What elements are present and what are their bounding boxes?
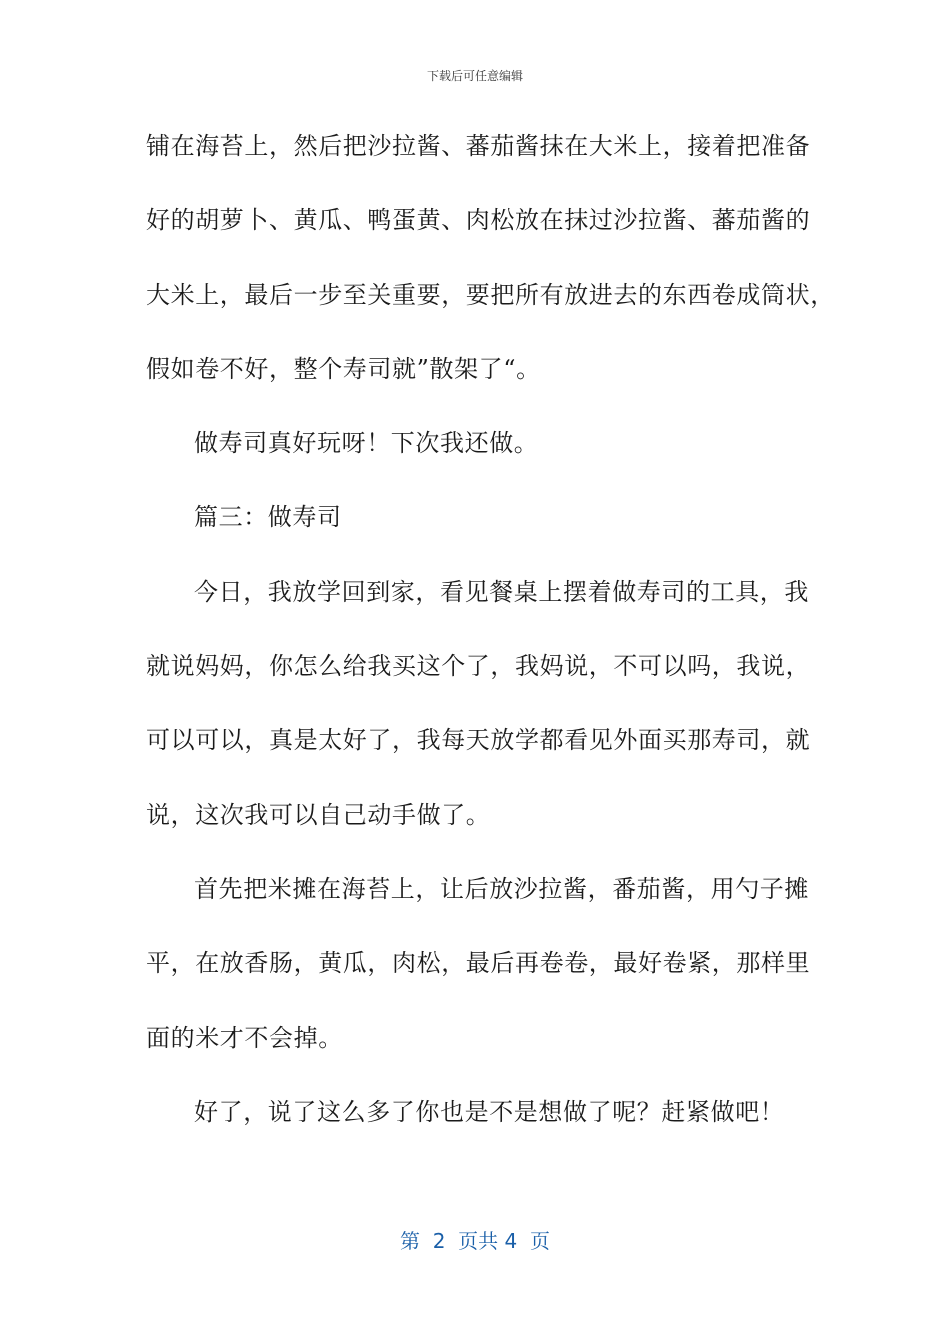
paragraph-line: 大米上，最后一步至关重要，要把所有放进去的东西卷成筒状， (146, 280, 835, 309)
paragraph-line: 做寿司真好玩呀！下次我还做。 (194, 429, 539, 458)
section-heading: 篇三：做寿司 (194, 503, 342, 532)
paragraph-line: 说，这次我可以自己动手做了。 (146, 800, 491, 829)
paragraph-line: 今日，我放学回到家，看见餐桌上摆着做寿司的工具，我 (194, 577, 809, 606)
document-body (146, 122, 835, 1162)
paragraph-line: 假如卷不好，整个寿司就”散架了“。 (146, 354, 541, 383)
paragraph-line: 铺在海苔上，然后把沙拉酱、蕃茄酱抹在大米上，接着把准备 (146, 132, 811, 160)
paragraph-line: 就说妈妈，你怎么给我买这个了，我妈说，不可以吗，我说， (146, 652, 811, 681)
paragraph-line: 首先把米摊在海苔上，让后放沙拉酱，番茄酱，用勺子摊 (194, 874, 809, 903)
paragraph-line: 好的胡萝卜、黄瓜、鸭蛋黄、肉松放在抹过沙拉酱、蕃茄酱的 (146, 206, 811, 235)
page-footer: 第 2 页共 4 页 (400, 1229, 550, 1253)
page-header: 下载后可任意编辑 (426, 69, 523, 83)
paragraph-line: 可以可以，真是太好了，我每天放学都看见外面买那寿司，就 (146, 726, 811, 755)
paragraph-line: 面的米才不会掉。 (146, 1023, 343, 1052)
paragraph-line: 平，在放香肠，黄瓜，肉松，最后再卷卷，最好卷紧，那样里 (146, 949, 811, 978)
paragraph-line: 好了，说了这么多了你也是不是想做了呢？赶紧做吧！ (194, 1097, 785, 1126)
